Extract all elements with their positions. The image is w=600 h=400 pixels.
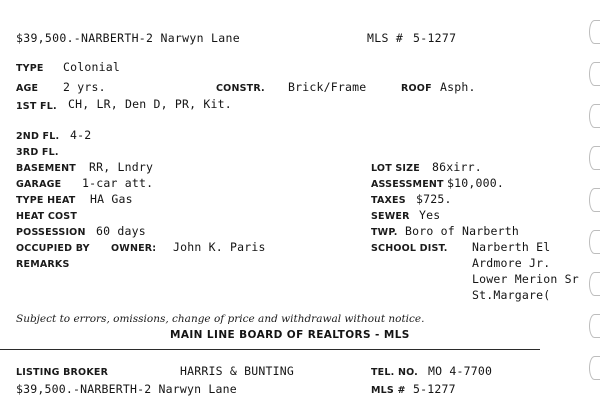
school-extra-line-2: Lower Merion Sr bbox=[472, 272, 579, 286]
field-value-constr: Brick/Frame bbox=[288, 80, 367, 94]
field-label-owner: OWNER: bbox=[111, 243, 157, 254]
board-name: MAIN LINE BOARD OF REALTORS - MLS bbox=[170, 329, 410, 341]
field-label-second-floor: 2ND FL. bbox=[16, 131, 60, 142]
field-value-garage: 1-car att. bbox=[82, 176, 154, 190]
field-value-possession: 60 days bbox=[96, 224, 146, 238]
disclaimer-text: Subject to errors, omissions, change of price and withdrawal without notice. bbox=[16, 313, 425, 325]
field-value-age: 2 yrs. bbox=[63, 80, 106, 94]
punch-hole bbox=[589, 314, 600, 338]
field-label-school-dist: SCHOOL DIST. bbox=[371, 243, 448, 254]
field-value-basement: RR, Lndry bbox=[89, 160, 154, 174]
punch-hole bbox=[589, 62, 600, 86]
field-value-assessment: $10,000. bbox=[447, 176, 504, 190]
field-label-type-heat: TYPE HEAT bbox=[16, 195, 76, 206]
field-value-taxes: $725. bbox=[416, 192, 452, 206]
field-label-twp: TWP. bbox=[371, 227, 398, 238]
footer-listing-broker-value: HARRIS & BUNTING bbox=[180, 364, 294, 378]
punch-hole bbox=[589, 272, 600, 296]
punch-hole bbox=[589, 146, 600, 170]
header-mls-number: 5-1277 bbox=[413, 31, 457, 45]
footer-tel-label: TEL. NO. bbox=[371, 367, 418, 378]
field-label-lot-size: LOT SIZE bbox=[371, 163, 420, 174]
field-value-lot-size: 86xirr. bbox=[432, 160, 482, 174]
field-value-first-floor: CH, LR, Den D, PR, Kit. bbox=[68, 97, 232, 111]
header-price-address: $39,500.-NARBERTH-2 Narwyn Lane bbox=[16, 31, 240, 45]
field-label-assessment: ASSESSMENT bbox=[371, 179, 444, 190]
punch-hole bbox=[589, 230, 600, 254]
header-mls-label: MLS # bbox=[367, 31, 404, 45]
field-label-garage: GARAGE bbox=[16, 179, 62, 190]
footer-divider bbox=[0, 349, 540, 350]
field-value-type: Colonial bbox=[63, 60, 120, 74]
field-label-occupied-by: OCCUPIED BY bbox=[16, 243, 90, 254]
punch-hole bbox=[589, 20, 600, 44]
footer-tel-value: MO 4-7700 bbox=[428, 364, 493, 378]
field-value-type-heat: HA Gas bbox=[90, 192, 133, 206]
field-value-sewer: Yes bbox=[419, 208, 441, 222]
field-value-second-floor: 4-2 bbox=[70, 128, 92, 142]
punch-hole bbox=[589, 188, 600, 212]
field-label-roof: ROOF bbox=[401, 83, 432, 94]
field-label-age: AGE bbox=[16, 83, 39, 94]
field-label-sewer: SEWER bbox=[371, 211, 410, 222]
footer-mls-number: 5-1277 bbox=[413, 382, 456, 396]
field-label-constr: CONSTR. bbox=[216, 83, 265, 94]
footer-price-address: $39,500.-NARBERTH-2 Narwyn Lane bbox=[16, 382, 237, 396]
punch-hole bbox=[589, 356, 600, 380]
footer-mls-label: MLS # bbox=[371, 385, 406, 396]
field-value-roof: Asph. bbox=[440, 80, 476, 94]
field-value-school-dist: Narberth El bbox=[472, 240, 551, 254]
field-label-heat-cost: HEAT COST bbox=[16, 211, 78, 222]
field-label-third-floor: 3RD FL. bbox=[16, 147, 59, 158]
field-label-possession: POSSESSION bbox=[16, 227, 86, 238]
field-label-type: TYPE bbox=[16, 63, 44, 74]
field-label-basement: BASEMENT bbox=[16, 163, 76, 174]
school-extra-line-3: St.Margare( bbox=[472, 288, 551, 302]
footer-listing-broker-label: LISTING BROKER bbox=[16, 367, 109, 378]
field-label-remarks: REMARKS bbox=[16, 259, 70, 270]
field-value-owner: John K. Paris bbox=[173, 240, 266, 254]
field-label-first-floor: 1ST FL. bbox=[16, 101, 57, 112]
punch-hole bbox=[589, 104, 600, 128]
field-label-taxes: TAXES bbox=[371, 195, 406, 206]
school-extra-line-1: Ardmore Jr. bbox=[472, 256, 551, 270]
field-value-twp: Boro of Narberth bbox=[405, 224, 519, 238]
